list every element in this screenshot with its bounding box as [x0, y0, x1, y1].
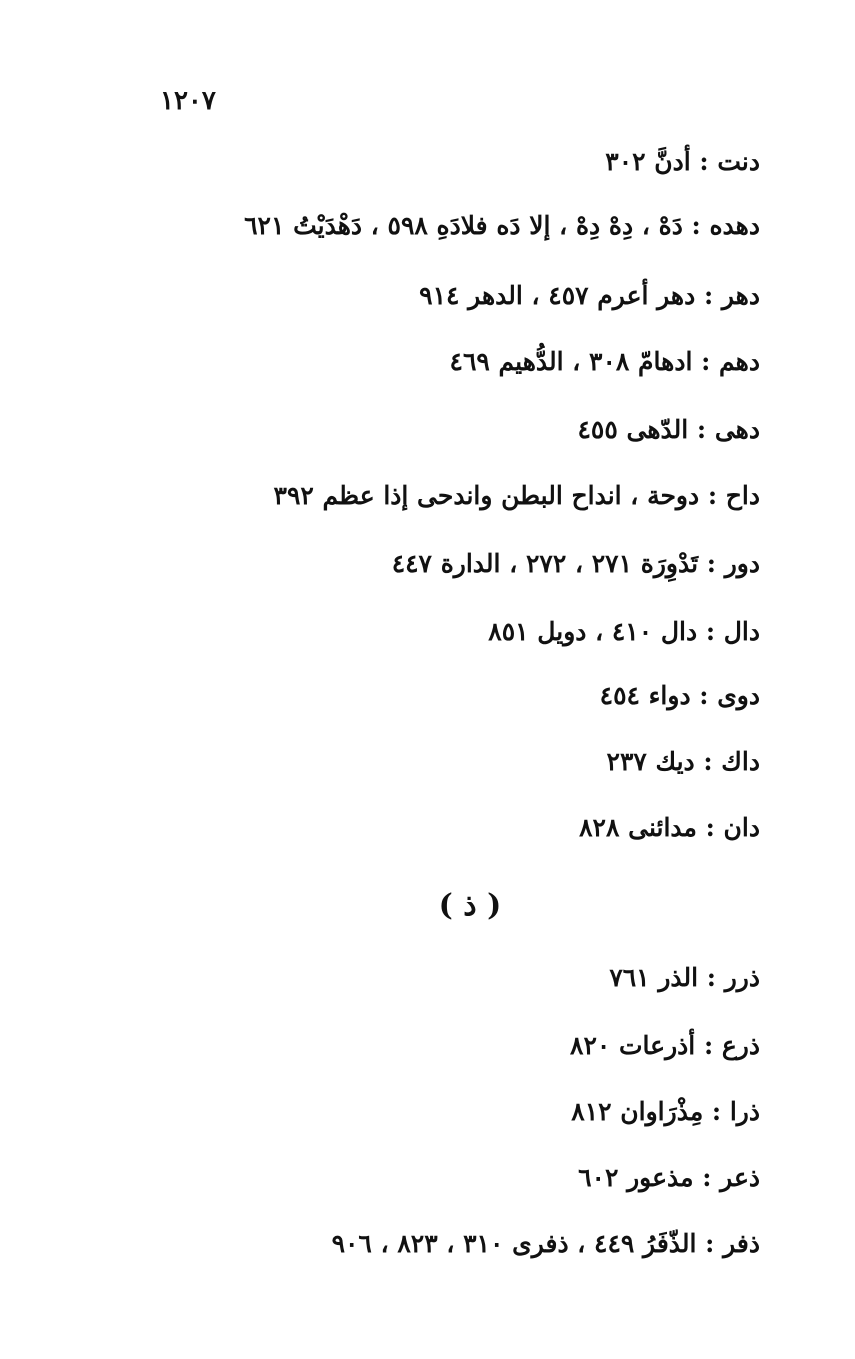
index-entry-dhr-a: ذرع : أذرعات ٨٢٠	[570, 1031, 760, 1060]
index-entry-dal: دال : دال ٤١٠ ، دويل ٨٥١	[488, 617, 760, 646]
index-entry-dhrr: ذرر : الذر ٧٦١	[609, 963, 760, 992]
index-entry-dak: داك : ديك ٢٣٧	[606, 747, 760, 776]
index-entry-dnt: دنت : أدنَّ ٣٠٢	[605, 147, 760, 176]
index-entry-dhra: ذرا : مِذْرَاوان ٨١٢	[571, 1097, 760, 1126]
index-entry-dwa: دوى : دواء ٤٥٤	[599, 681, 760, 710]
index-entry-dhr: دهر : دهر أعرم ٤٥٧ ، الدهر ٩١٤	[419, 281, 760, 310]
index-entry-dwr: دور : تَدْوِرَة ٢٧١ ، ٢٧٢ ، الدارة ٤٤٧	[391, 549, 760, 578]
page-number: ١٢٠٧	[160, 86, 216, 116]
index-entry-dhfr: ذفر : الذّفَرُ ٤٤٩ ، ذفرى ٣١٠ ، ٨٢٣ ، ٩٠٦	[331, 1229, 760, 1258]
index-entry-dhaar: ذعر : مذعور ٦٠٢	[578, 1163, 760, 1192]
index-entry-dah: داح : دوحة ، انداح البطن واندحى إذا عظم ٣٩٢	[273, 481, 760, 510]
index-entry-dhdh: دهده : دَهْ ، دِهْ دِهْ ، إلا دَه فلادَهِ ٥٩٨ ، دَهْدَيْتُ ٦٢١	[244, 211, 760, 240]
section-heading-dhal: ( ذ )	[438, 888, 502, 923]
index-entry-dha: دهى : الدّهى ٤٥٥	[577, 415, 760, 444]
index-entry-dan: دان : مدائنى ٨٢٨	[579, 813, 760, 842]
index-entry-dhm: دهم : ادهامّ ٣٠٨ ، الدُّهيم ٤٦٩	[449, 347, 760, 376]
